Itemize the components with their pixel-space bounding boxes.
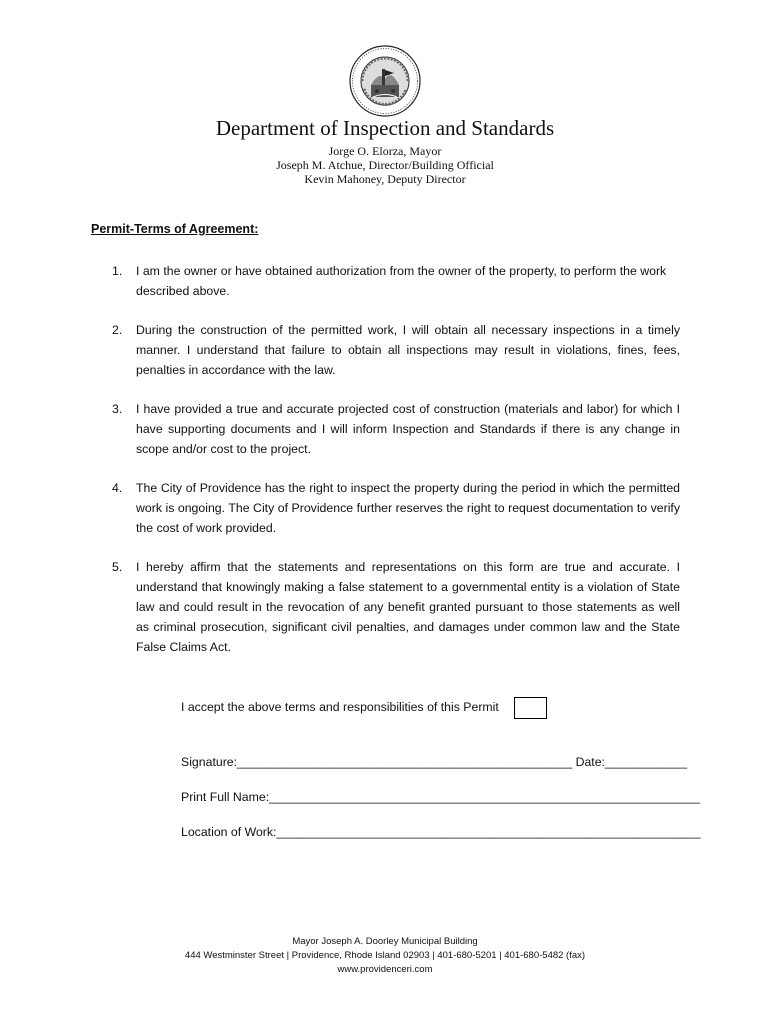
deputy-director-name: Kevin Mahoney, Deputy Director bbox=[304, 172, 466, 186]
term-text: The City of Providence has the right to inspect the property during the period in which the permitted work is ongoing. The City of Providence further reserves the right to request documentation to verify the cost of work provided. bbox=[136, 481, 680, 535]
term-number: 4. bbox=[112, 481, 123, 495]
location-of-work-line[interactable]: Location of Work:______________________________________________________________ bbox=[181, 825, 701, 839]
footer-address: 444 Westminster Street | Providence, Rhode Island 02903 | 401-680-5201 | 401-680-5482 (fax) bbox=[184, 950, 586, 961]
term-text: I have provided a true and accurate projected cost of construction (materials and labor) for which I have supporting documents and I will inform Inspection and Standards if there is any change in scope and/or cost to the project. bbox=[136, 402, 680, 456]
footer-building: Mayor Joseph A. Doorley Municipal Building bbox=[292, 936, 478, 947]
accept-terms-label: I accept the above terms and responsibilities of this Permit bbox=[181, 700, 499, 714]
department-title: Department of Inspection and Standards bbox=[215, 116, 555, 140]
accept-terms-checkbox[interactable] bbox=[514, 697, 547, 719]
signature-date-line[interactable]: Signature:_________________________________________________ Date:____________ bbox=[181, 755, 688, 769]
term-text: I am the owner or have obtained authorization from the owner of the property, to perform the work described above. bbox=[136, 264, 667, 298]
term-item-1 bbox=[112, 261, 680, 301]
print-full-name-line[interactable]: Print Full Name:_______________________________________________________________ bbox=[181, 790, 701, 804]
footer-website: www.providenceri.com bbox=[337, 964, 433, 975]
term-text: I hereby affirm that the statements and representations on this form are true and accurate. I understand that knowingly making a false statement to a governmental entity is a violation of State law and could result in the revocation of any benefit granted pursuant to those statements as well as criminal prosecution, significant civil penalties, and damages under common law and the State False Claims Act. bbox=[136, 560, 680, 654]
term-number: 1. bbox=[112, 264, 123, 278]
term-item-5 bbox=[112, 557, 680, 657]
term-number: 5. bbox=[112, 560, 123, 574]
term-text: During the construction of the permitted work, I will obtain all necessary inspections in a timely manner. I understand that failure to obtain all inspections may result in violations, fines, fees, penalties in accordance with the law. bbox=[136, 323, 680, 377]
term-item-3 bbox=[112, 399, 680, 459]
mayor-name: Jorge O. Elorza, Mayor bbox=[328, 144, 442, 158]
term-number: 2. bbox=[112, 323, 123, 337]
section-title: Permit-Terms of Agreement: bbox=[91, 222, 259, 236]
term-number: 3. bbox=[112, 402, 123, 416]
term-item-4 bbox=[112, 478, 680, 538]
city-seal-icon bbox=[349, 45, 421, 117]
director-name: Joseph M. Atchue, Director/Building Official bbox=[276, 158, 494, 172]
terms-list bbox=[112, 261, 680, 676]
term-item-2 bbox=[112, 320, 680, 380]
